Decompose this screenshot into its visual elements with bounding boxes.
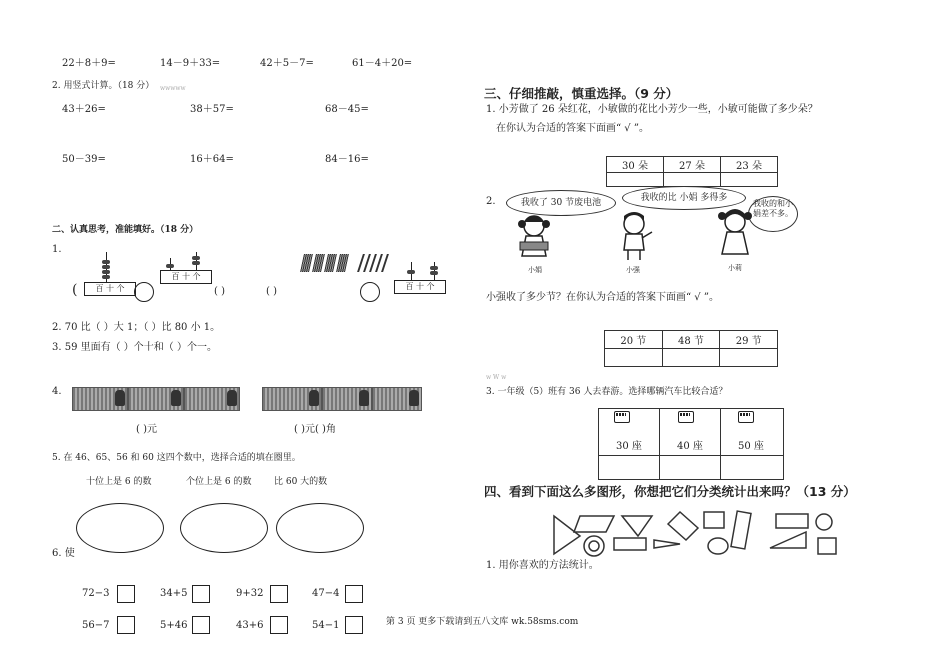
abacus-bead [192,261,200,265]
answer-paren: ( ) [214,286,225,297]
answer-paren: ( ) [266,286,277,297]
compare-expr: 72−3 [82,588,110,599]
compare-expr: 9+32 [236,588,264,599]
kid-name-3: 小莉 [728,264,742,272]
square-shape [704,512,724,528]
compare-expr: 5+46 [160,620,188,631]
answer-cell[interactable] [720,349,778,367]
abacus-bead [102,260,110,264]
answer-box[interactable] [270,585,288,603]
bus-icon [738,411,754,423]
battery-options-table [604,330,778,367]
parallelogram-shape [574,516,614,532]
compare-circle[interactable] [134,282,154,302]
oral-calc-3: 42＋5－7= [260,58,314,69]
vertical-calc-4: 50－39= [62,154,106,165]
compare-expr: 34+5 [160,588,188,599]
section-2-title: 二、认真思考，准能填好。（18 分） [52,225,199,235]
abacus-bead [102,275,110,279]
bus-icon [678,411,694,423]
abacus-bead [102,265,110,269]
bus-answer-cell[interactable] [599,455,659,477]
q6-number: 6. 使 [52,548,75,559]
answer-oval-2[interactable] [180,503,268,553]
bus-seat-label: 50 座 [738,441,764,452]
circle-shape [816,514,832,530]
speech-bubble-2: 我收的比 小娟 多得多 [622,186,746,210]
q2-text: 2. 70 比（ ）大 1；（ ）比 80 小 1。 [52,322,221,333]
abacus-bead [102,270,110,274]
r-q1-line2: 在你认为合适的答案下面画“ √ ”。 [496,123,649,134]
compare-circle[interactable] [360,282,380,302]
r-q2-question: 小强收了多少节？在你认为合适的答案下面画“ √ ”。 [486,292,719,303]
s4-q1-text: 1. 用你喜欢的方法统计。 [486,560,599,571]
square-shape [818,538,836,554]
answer-cell[interactable] [721,173,778,187]
bus-seat-label: 40 座 [677,441,703,452]
q1-number: 1. [52,244,62,255]
bus-icon [614,411,630,423]
section-3-title: 三、仔细推敲，慎重选择。（9 分） [484,86,679,101]
r-q3-text: 3. 一年级（5）班有 36 人去春游。选择哪辆汽车比较合适？ [486,387,728,397]
girl-xiaojuan-illustration [512,212,556,262]
option-cell: 48 节 [662,331,720,349]
money-answer-2: ( )元( )角 [294,424,336,435]
money-answer-1: ( )元 [136,424,157,435]
boy-xiaoqiang-illustration [616,210,656,262]
answer-oval-3[interactable] [276,503,364,553]
vertical-calc-1: 43＋26= [62,104,106,115]
vertical-calc-5: 16＋64= [190,154,234,165]
flower-options-table [606,156,778,187]
bus-answer-cell[interactable] [660,455,720,477]
rectangle-shape [776,514,808,528]
banknote-image [72,387,128,411]
faint-watermark: wwwww [160,85,186,92]
oval-label-2: 个位上是 6 的数 [186,477,252,487]
vertical-calc-6: 84－16= [325,154,369,165]
rectangle-shape [731,511,751,549]
compare-expr: 56−7 [82,620,110,631]
bus-answer-cell[interactable] [721,455,781,477]
oral-calc-1: 22＋8＋9= [62,58,116,69]
banknote-image [322,387,372,411]
abacus-bead [430,271,438,275]
answer-cell[interactable] [605,349,663,367]
section-4-title: 四、看到下面这么多图形，你想把它们分类统计出来吗？（13 分） [484,484,856,499]
abacus-bead [192,256,200,260]
kid-name-2: 小强 [626,266,640,274]
stick-bundle [300,254,313,272]
banknote-image [184,387,240,411]
triangle-shape [654,540,680,548]
oral-calc-4: 61－4＋20= [352,58,413,69]
bus-seat-label: 30 座 [616,441,642,452]
vertical-calc-3: 68－45= [325,104,369,115]
stick-bundle [324,254,337,272]
abacus-bead [166,264,174,268]
r-q1-line1: 1. 小芳做了 26 朵红花，小敏做的花比小芳少一些，小敏可能做了多少朵？ [486,104,818,115]
banknote-image [128,387,184,411]
rectangle-shape [614,538,646,550]
answer-box[interactable] [192,616,210,634]
answer-box[interactable] [270,616,288,634]
abacus-frame-right: 百 十 个 [394,280,446,294]
compare-expr: 54−1 [312,620,340,631]
single-stick [381,254,389,272]
answer-paren: ( [72,282,78,298]
triangle-shape [554,516,580,554]
answer-box[interactable] [345,585,363,603]
answer-box[interactable] [192,585,210,603]
option-cell: 23 朵 [721,157,778,173]
banknote-image [262,387,322,411]
abacus-bead [407,270,415,274]
triangle-shape [770,532,806,548]
kid-name-1: 小娟 [528,266,542,274]
answer-cell[interactable] [664,173,721,187]
banknote-image [372,387,422,411]
oral-calc-2: 14－9＋33= [160,58,221,69]
option-cell: 27 朵 [664,157,721,173]
speech-bubble-1: 我收了 30 节废电池 [506,190,616,216]
option-cell: 30 朵 [607,157,664,173]
answer-cell[interactable] [662,349,720,367]
stick-bundle [312,254,325,272]
abacus-bead [430,266,438,270]
square-shape [668,512,698,540]
oval-label-1: 十位上是 6 的数 [86,477,152,487]
circle-shape [708,538,728,554]
compare-expr: 47−4 [312,588,340,599]
girl-xiaoli-illustration [714,208,756,260]
answer-box[interactable] [117,616,135,634]
option-cell: 29 节 [720,331,778,349]
answer-oval-1[interactable] [76,503,164,553]
abacus-frame-left: 百 十 个 [84,282,136,296]
vertical-calc-title: 2. 用竖式计算。（18 分） [52,81,155,91]
faint-watermark: w W w [486,374,507,381]
stick-bundle [336,254,349,272]
answer-box[interactable] [117,585,135,603]
q5-text: 5. 在 46、65、56 和 60 这四个数中，选择合适的填在圈里。 [52,453,301,463]
abacus-frame-middle: 百 十 个 [160,270,212,284]
answer-cell[interactable] [607,173,664,187]
q3-text: 3. 59 里面有（ ）个十和（ ）个一。 [52,342,217,353]
r-q2-number: 2. [486,196,496,207]
page-footer: 第 3 页 更多下载请到五八文库 wk.58sms.com [386,617,579,627]
speech-bubble-3: 我收的和小娟差不多。 [748,196,798,232]
vertical-calc-2: 38＋57= [190,104,234,115]
compare-expr: 43+6 [236,620,264,631]
answer-box[interactable] [345,616,363,634]
option-cell: 20 节 [605,331,663,349]
oval-label-3: 比 60 大的数 [274,477,328,487]
triangle-shape [622,516,652,536]
q4-number: 4. [52,386,62,397]
shapes-illustration [550,508,840,560]
